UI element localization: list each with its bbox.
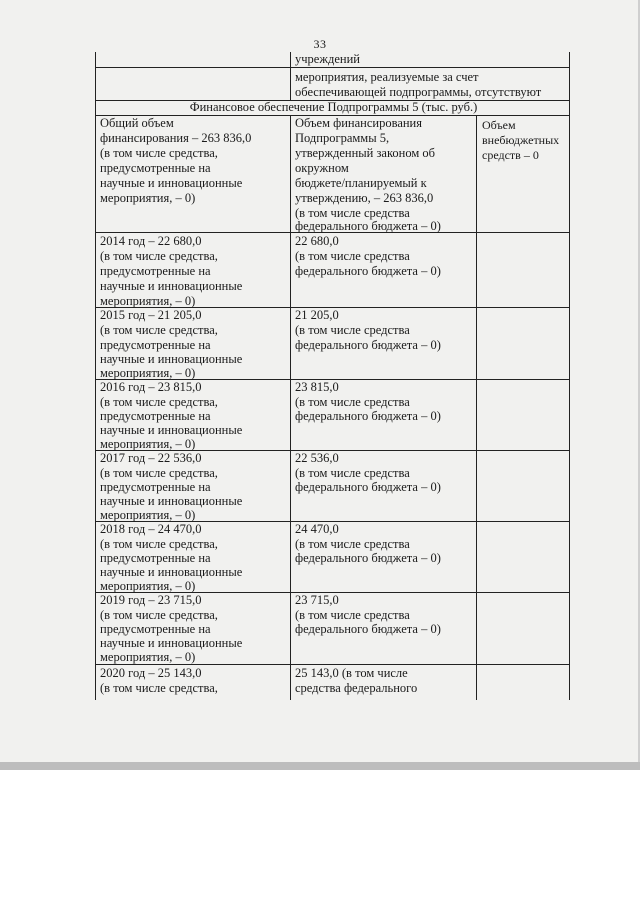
continued-text: мероприятия, реализуемые за счет xyxy=(295,70,479,84)
scan-edge xyxy=(0,762,640,770)
financing-table: учреждений мероприятия, реализуемые за счет обеспечивающей подпрограммы, отсутствуют Финансовое обеспечение Подпрограммы 5 (тыс. руб.) Общий объем финансирования – 263 836,0 (в том числе средства, предусмотренные на научные и инновационные мероприятия, – 0) Объем финансирования Подпрограммы 5, утвержденный законом об окружном бюджете/планируемый к утверждению, – 263 836,0 (в том числе средства федерального бюджета – 0) Объем внебюджетных средств – 0 2014 год – 22 680,0 (в том числе средства, предусмотренные на научные и инновационные мероприятия, – 0) 22 680,0 (в том числе средства федерального бюджета – 0) 2015 год – 21 205,0 (в том числе средства, предусмотренные на научные и инновационные мероприятия, – 0) 21 205,0 (в том числе средства федерального бюджета – 0) 2016 год – 23 815,0 (в том числе средства, предусмотренные на научные и инновационные мероприятия, – 0) 23 815,0 (в том числе средства федерального бюджета – 0) 2017 год – 22 536,0 (в том числе средства, предусмотренные на научные и инновационные мероприятия, – 0) 22 536,0 (в том числе средства федерального бюджета – 0) 2018 год – 24 470,0 (в том числе средства, предусмотренные на научные и инновационные мероприятия, – 0) 24 470,0 (в том числе средства федерального бюджета – 0) 2019 год – 23 715,0 (в том числе средства, предусмотренные на научные и инновационные мероприятия, – 0) 23 715,0 (в том числе средства федерального бюджета – 0) 2020 год – 25 143,0 (в том числе средства, 25 143,0 (в том числе средства федерального xyxy=(95,52,570,700)
continued-text: учреждений xyxy=(295,52,360,66)
page-number: 33 xyxy=(313,37,327,51)
table-line xyxy=(476,115,477,700)
section-title: Финансовое обеспечение Подпрограммы 5 (тыс. руб.) xyxy=(189,100,478,114)
continued-text: обеспечивающей подпрограммы, отсутствуют xyxy=(295,85,542,99)
table-line xyxy=(290,115,291,700)
table-line xyxy=(290,52,291,100)
table-line xyxy=(96,67,569,68)
